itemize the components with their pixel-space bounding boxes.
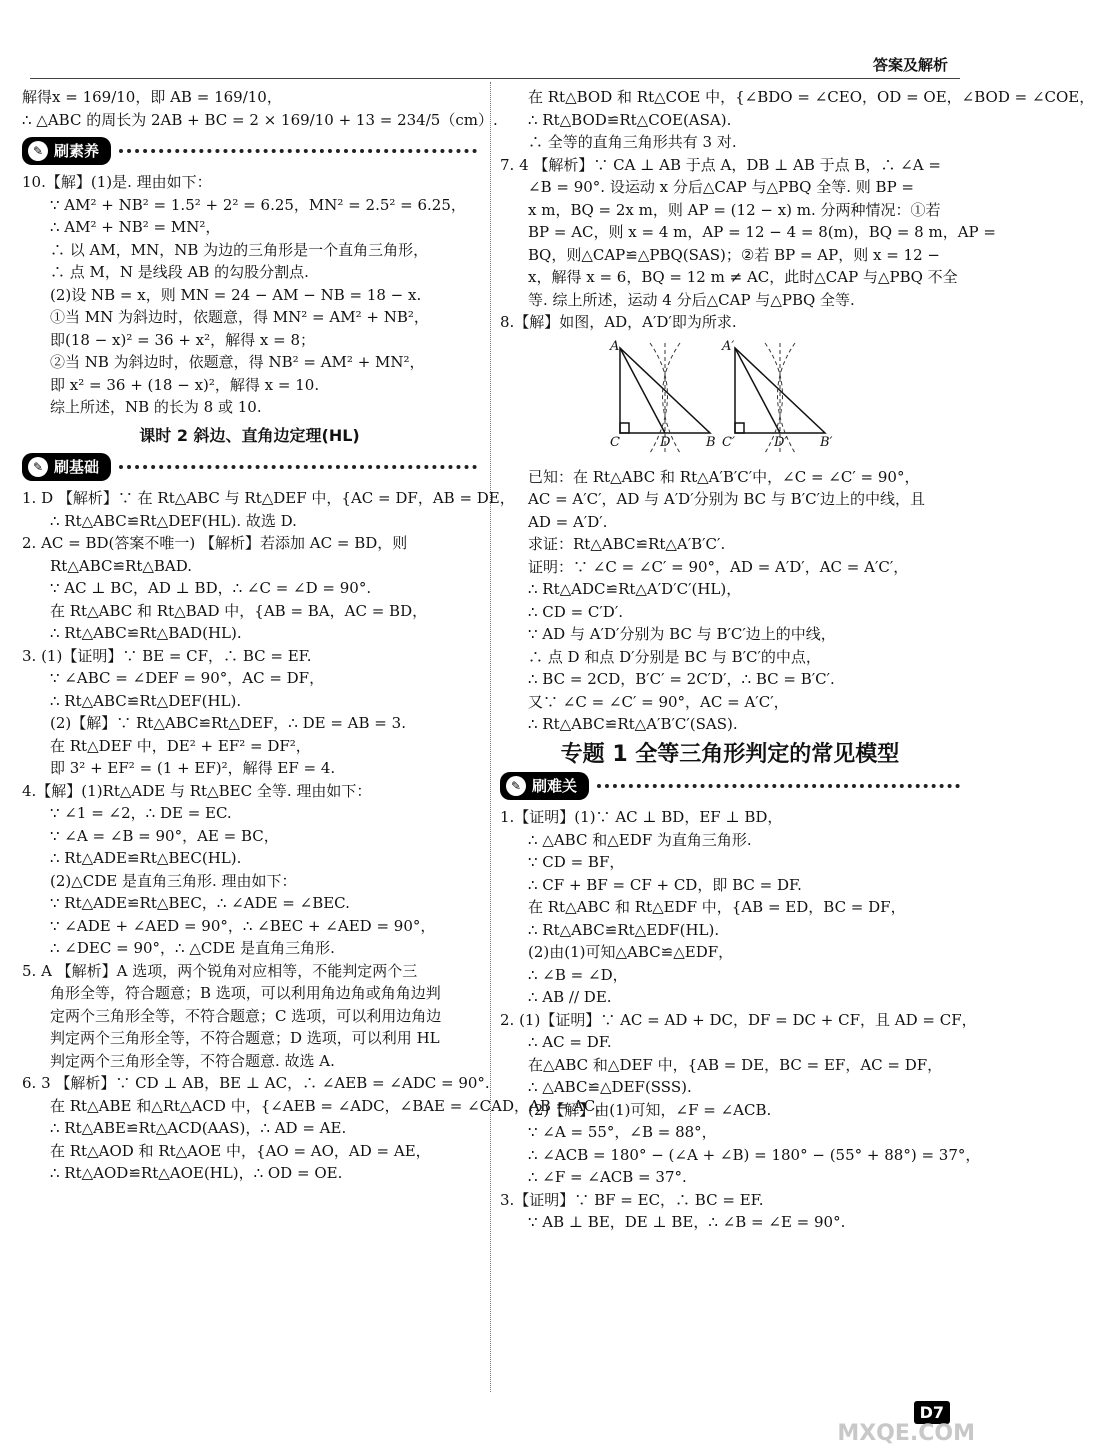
text-line: ∴ Rt△AOD≌Rt△AOE(HL)，∴ OD = OE. [50, 1164, 343, 1182]
triangle-construction-figure [500, 338, 960, 458]
text-line: ∵ ∠A = ∠B = 90°，AE = BC， [50, 826, 279, 845]
text-line: ①当 MN 为斜边时，依题意，得 MN² = AM² + NB²， [50, 308, 429, 326]
text-line: 在△ABC 和△DEF 中，{AB = DE，BC = EF，AC = DF， [528, 1055, 943, 1074]
text-line: ∵ AB ⊥ BE，DE ⊥ BE，∴ ∠B = ∠E = 90°. [528, 1213, 846, 1231]
text-line: ∴ Rt△ABC≌Rt△A′B′C′(SAS). [528, 715, 738, 733]
text-line: 即 x² = 36 + (18 − x)²，解得 x = 10. [50, 375, 320, 394]
text-line: ∴ ∠B = ∠D， [528, 965, 628, 984]
section-badge-nanguan [500, 772, 960, 800]
text-line: ∴ △ABC 和△EDF 为直角三角形. [528, 830, 752, 849]
text-line: 角形全等，符合题意；B 选项，可以利用角边角或角角边判 [50, 984, 441, 1002]
text-line: ∴ 以 AM，MN，NB 为边的三角形是一个直角三角形， [50, 240, 429, 259]
text-line: ∴ BC = 2CD，B′C′ = 2C′D′，∴ BC = B′C′. [528, 670, 835, 688]
text-line: (2)【解】∵ Rt△ABC≌Rt△DEF，∴ DE = AB = 3. [50, 714, 406, 732]
right-column [500, 86, 1094, 1234]
question-line: 10.【解】(1)是. 理由如下： [22, 173, 212, 191]
text-line: 判定两个三角形全等，不符合题意. 故选 A. [50, 1051, 335, 1070]
page-header: 答案及解析 [872, 56, 948, 74]
text-line: 在 Rt△ABC 和 Rt△BAD 中，{AB = BA，AC = BD， [50, 601, 428, 620]
text-line: 解得x = 169/10，即 AB = 169/10， [22, 88, 282, 106]
text-line: (2)设 NB = x，则 MN = 24 − AM − NB = 18 − x. [50, 285, 422, 304]
section-badge-jichu [22, 453, 477, 481]
brush-icon: ✎ [506, 776, 526, 796]
brush-icon: ✎ [28, 141, 48, 161]
text-line: ∴ △ABC≌△DEF(SSS). [528, 1078, 692, 1096]
text-line: 在 Rt△AOD 和 Rt△AOE 中，{AO = AO，AD = AE， [50, 1141, 431, 1160]
badge-label: 刷素养 [54, 141, 100, 160]
text-line: ∴ ∠DEC = 90°，∴ △CDE 是直角三角形. [50, 939, 335, 957]
text-line: ②当 NB 为斜边时，依题意，得 NB² = AM² + MN²， [50, 353, 425, 371]
text-line: 在 Rt△BOD 和 Rt△COE 中，{∠BDO = ∠CEO，OD = OE，∠BOD = ∠COE， [528, 88, 1094, 106]
text-line: ∴ Rt△ADE≌Rt△BEC(HL). [50, 849, 242, 867]
question-line: 8.【解】如图，AD，A′D′即为所求. [500, 313, 737, 331]
text-line: ∴ △ABC 的周长为 2AB + BC = 2 × 169/10 + 13 = 234/5（cm）. [22, 110, 498, 129]
text-line: ∠B = 90°. 设运动 x 分后△CAP 与△PBQ 全等. 则 BP = [528, 178, 914, 196]
question-line: 7. 4 【解析】∵ CA ⊥ AB 于点 A，DB ⊥ AB 于点 B，∴ ∠A = [500, 155, 941, 174]
text-line: 判定两个三角形全等，不符合题意；D 选项，可以利用 HL [50, 1029, 440, 1047]
text-line: ∴ AM² + NB² = MN²， [50, 218, 221, 236]
label-d: D [660, 434, 671, 450]
text-line: ∵ CD = BF， [528, 853, 625, 871]
text-line: ∴ 点 M，N 是线段 AB 的勾股分割点. [50, 263, 309, 281]
column-divider [490, 82, 491, 1392]
text-line: ∴ CD = C′D′. [528, 602, 624, 621]
watermark: MXQE.COM [837, 1421, 975, 1446]
text-line: x，解得 x = 6，BQ = 12 m ≠ AC，此时△CAP 与△PBQ 不全 [528, 268, 958, 286]
topic-title: 专题 1 全等三角形判定的常见模型 [560, 741, 900, 767]
label-d-prime: D′ [774, 434, 788, 450]
page-number: D7 [914, 1401, 950, 1424]
label-a: A [610, 338, 620, 354]
text-line: 又∵ ∠C = ∠C′ = 90°，AC = A′C′， [528, 692, 789, 711]
question-line: 3.【证明】∵ BF = EC，∴ BC = EF. [500, 1190, 764, 1209]
text-line: (2)△CDE 是直角三角形. 理由如下： [50, 871, 297, 890]
lesson-title: 课时 2 斜边、直角边定理(HL) [139, 425, 360, 445]
text-line: ∵ AM² + NB² = 1.5² + 2² = 6.25，MN² = 2.5² = 6.25， [50, 195, 466, 214]
text-line: 求证：Rt△ABC≌Rt△A′B′C′. [528, 535, 726, 553]
section-badge-suyang [22, 137, 477, 165]
text-line: ∵ AC ⊥ BC，AD ⊥ BD，∴ ∠C = ∠D = 90°. [50, 579, 372, 597]
question-line: 1. D 【解析】∵ 在 Rt△ABC 与 Rt△DEF 中，{AC = DF，AB = DE， [22, 489, 515, 507]
text-line: BQ，则△CAP≌△PBQ(SAS)；②若 BP = AP，则 x = 12 − [528, 245, 940, 264]
text-line: ∴ Rt△ABE≌Rt△ACD(AAS)，∴ AD = AE. [50, 1119, 347, 1137]
text-line: 即(18 − x)² = 36 + x²，解得 x = 8； [50, 330, 316, 349]
badge-label: 刷难关 [532, 776, 578, 795]
text-line: 定两个三角形全等，不符合题意；C 选项，可以利用边角边 [50, 1006, 442, 1025]
text-line: ∴ Rt△BOD≌Rt△COE(ASA). [528, 110, 732, 129]
question-line: 1.【证明】(1)∵ AC ⊥ BD，EF ⊥ BD， [500, 808, 783, 826]
text-line: 在 Rt△DEF 中，DE² + EF² = DF²， [50, 736, 311, 755]
text-line: ∵ ∠ADE + ∠AED = 90°，∴ ∠BEC + ∠AED = 90°， [50, 916, 436, 935]
text-line: Rt△ABC≌Rt△BAD. [50, 556, 193, 575]
label-c: C [610, 434, 620, 450]
text-line: ∵ ∠ABC = ∠DEF = 90°，AC = DF， [50, 669, 325, 687]
text-line: ∵ ∠A = 55°，∠B = 88°， [528, 1123, 717, 1141]
text-line: ∵ ∠1 = ∠2，∴ DE = EC. [50, 804, 232, 822]
text-line: ∴ ∠F = ∠ACB = 37°. [528, 1168, 687, 1186]
question-line: 2. AC = BD(答案不唯一) 【解析】若添加 AC = BD，则 [22, 534, 408, 552]
text-line: x m，BQ = 2x m，则 AP = (12 − x) m. 分两种情况：①若 [528, 200, 941, 219]
brush-icon: ✎ [28, 457, 48, 477]
text-line: ∴ Rt△ABC≌Rt△DEF(HL). [50, 691, 242, 710]
text-line: 已知：在 Rt△ABC 和 Rt△A′B′C′中，∠C = ∠C′ = 90°， [528, 467, 920, 486]
text-line: ∴ 全等的直角三角形共有 3 对. [528, 133, 737, 151]
header-rule [30, 78, 960, 79]
text-line: 即 3² + EF² = (1 + EF)²，解得 EF = 4. [50, 759, 336, 777]
question-line: 6. 3 【解析】∵ CD ⊥ AB，BE ⊥ AC，∴ ∠AEB = ∠ADC = 90°. [22, 1074, 490, 1092]
text-line: 在 Rt△ABC 和 Rt△EDF 中，{AB = ED，BC = DF， [528, 898, 906, 916]
text-line: 等. 综上所述，运动 4 分后△CAP 与△PBQ 全等. [528, 290, 855, 309]
text-line: ∴ Rt△ABC≌Rt△DEF(HL). 故选 D. [50, 511, 297, 530]
text-line: 综上所述，NB 的长为 8 或 10. [50, 398, 262, 416]
label-c-prime: C′ [722, 434, 735, 450]
text-line: AD = A′D′. [528, 512, 608, 531]
text-line: ∵ Rt△ADE≌Rt△BEC，∴ ∠ADE = ∠BEC. [50, 894, 350, 912]
text-line: 证明：∵ ∠C = ∠C′ = 90°，AD = A′D′，AC = A′C′， [528, 557, 909, 576]
label-b: B [706, 434, 716, 450]
text-line: ∴ 点 D 和点 D′分别是 BC 与 B′C′的中点， [528, 647, 821, 666]
text-line: AC = A′C′，AD 与 A′D′分别为 BC 与 B′C′边上的中线，且 [528, 490, 925, 508]
question-line: 4.【解】(1)Rt△ADE 与 Rt△BEC 全等. 理由如下： [22, 781, 372, 800]
text-line: 在 Rt△ABE 和△Rt△ACD 中，{∠AEB = ∠ADC，∠BAE = ∠CAD，AB = AC， [50, 1096, 611, 1115]
text-line: ∴ Rt△ABC≌Rt△BAD(HL). [50, 624, 242, 642]
label-b-prime: B′ [820, 434, 833, 450]
text-line: ∴ CF + BF = CF + CD，即 BC = DF. [528, 875, 802, 894]
text-line: ∴ Rt△ABC≌Rt△EDF(HL). [528, 920, 720, 939]
text-line: BP = AC，则 x = 4 m，AP = 12 − 4 = 8(m)，BQ = 8 m，AP = [528, 223, 996, 241]
text-line: (2)【解】由(1)可知，∠F = ∠ACB. [528, 1100, 772, 1119]
question-line: 2. (1)【证明】∵ AC = AD + DC，DF = DC + CF，且 AD = CF， [500, 1010, 977, 1029]
text-line: ∴ Rt△ADC≌Rt△A′D′C′(HL)， [528, 580, 742, 598]
triangles-diagram [500, 338, 960, 458]
question-line: 3. (1)【证明】∵ BE = CF，∴ BC = EF. [22, 646, 312, 665]
text-line: ∵ AD 与 A′D′分别为 BC 与 B′C′边上的中线， [528, 625, 836, 643]
text-line: ∴ AC = DF. [528, 1033, 612, 1051]
badge-label: 刷基础 [54, 457, 100, 476]
question-line: 5. A 【解析】A 选项，两个锐角对应相等，不能判定两个三 [22, 961, 418, 980]
text-line: (2)由(1)可知△ABC≌△EDF， [528, 943, 734, 961]
text-line: ∴ ∠ACB = 180° − (∠A + ∠B) = 180° − (55° + 88°) = 37°， [528, 1145, 981, 1164]
text-line: ∴ AB // DE. [528, 988, 612, 1006]
label-a-prime: A′ [722, 338, 735, 354]
